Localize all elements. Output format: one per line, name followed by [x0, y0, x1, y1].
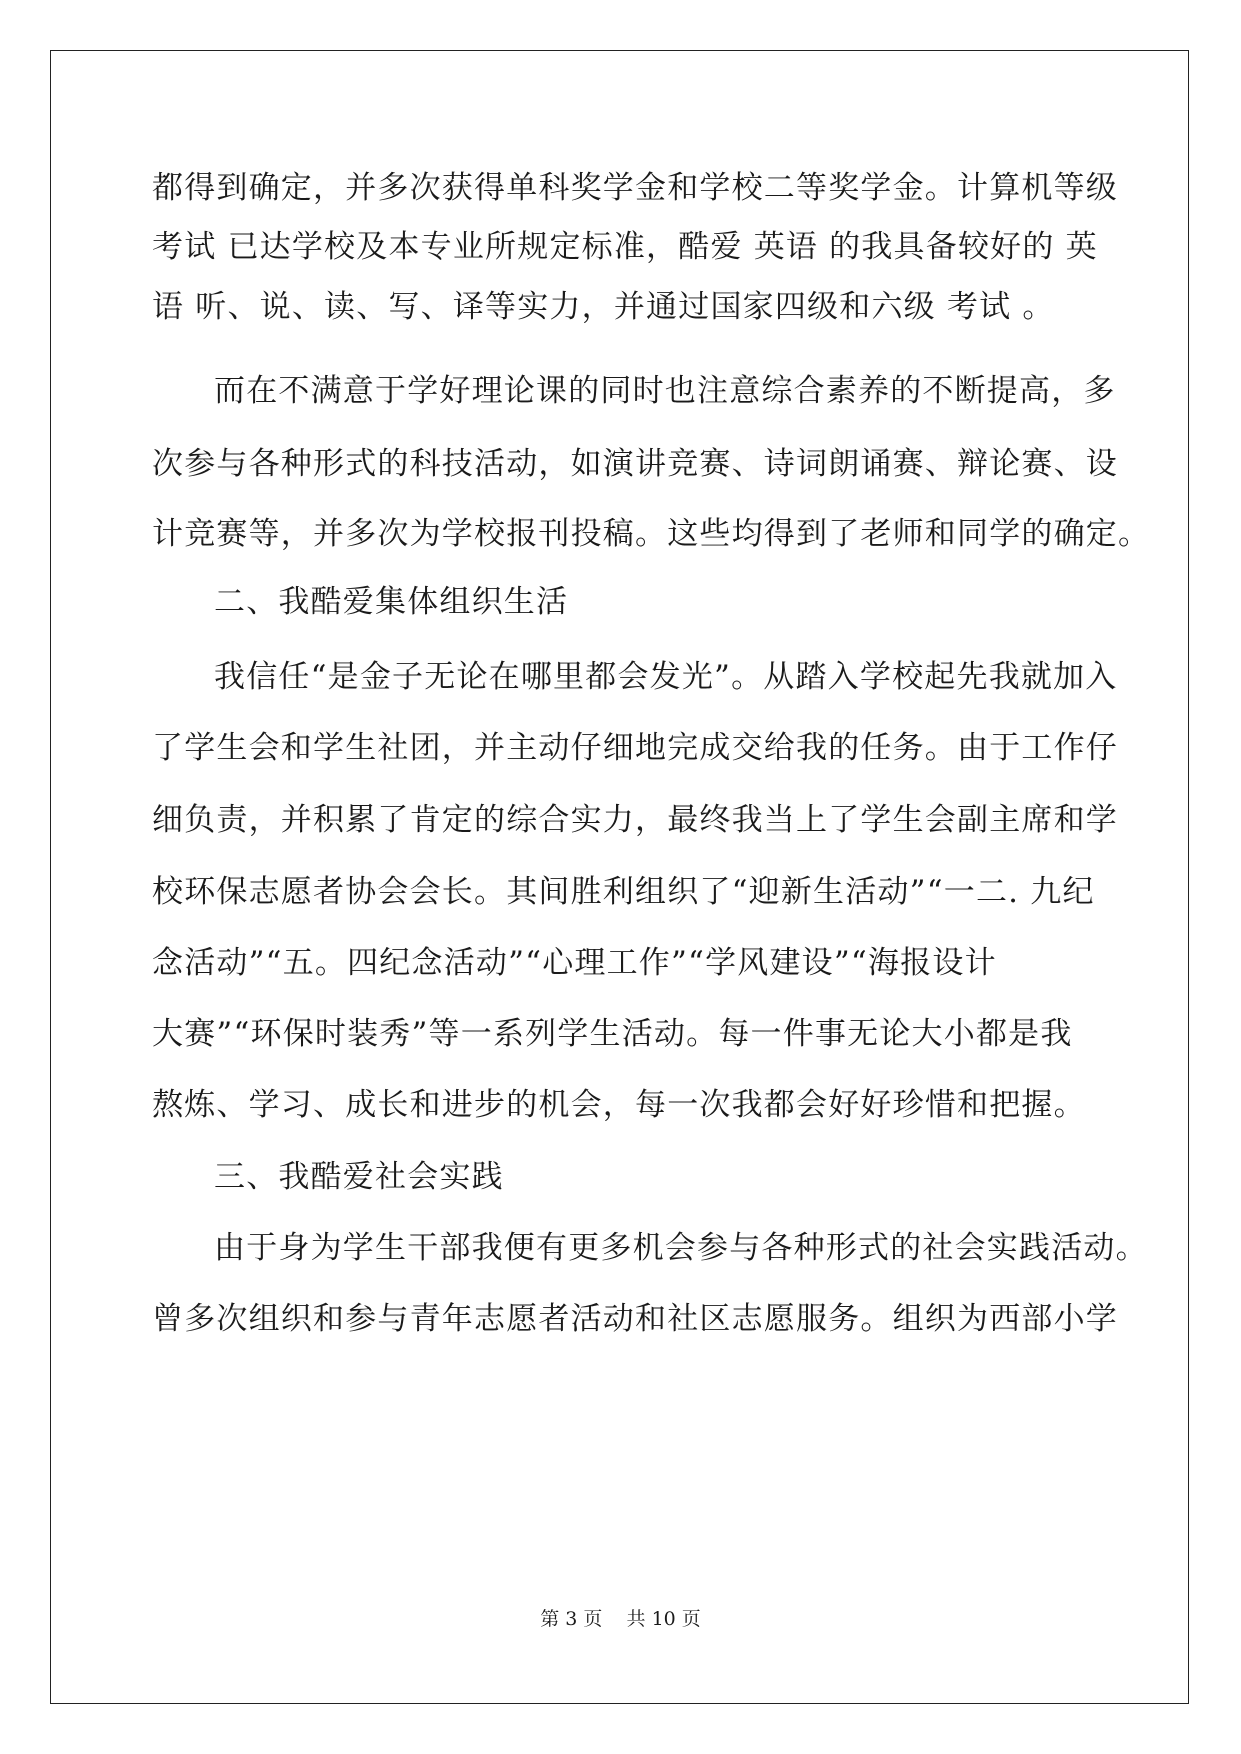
text-line: 熬炼、学习、成长和进步的机会，每一次我都会好好珍惜和把握。	[152, 1087, 1086, 1123]
paragraph-start-line: 我信任“是金子无论在哪里都会发光”。从踏入学校起先我就加入	[214, 659, 1118, 695]
section-heading: 三、我酷爱社会实践	[214, 1159, 504, 1195]
text-line: 校环保志愿者协会会长。其间胜利组织了“迎新生活动”“一二. 九纪	[152, 874, 1095, 910]
text-line: 念活动”“五。四纪念活动”“心理工作”“学风建设”“海报设计	[152, 945, 997, 981]
section-heading: 二、我酷爱集体组织生活	[214, 584, 569, 620]
paragraph-start-line: 而在不满意于学好理论课的同时也注意综合素养的不断提高，多	[214, 373, 1116, 409]
text-line: 都得到确定，并多次获得单科奖学金和学校二等奖学金。计算机等级	[152, 170, 1118, 206]
paragraph-start-line: 由于身为学生干部我便有更多机会参与各种形式的社会实践活动。	[214, 1230, 1148, 1266]
text-line: 了学生会和学生社团，并主动仔细地完成交给我的任务。由于工作仔	[152, 730, 1118, 766]
page-number-footer: 第 3 页 共 10 页	[540, 1608, 701, 1630]
text-line: 大赛”“环保时装秀”等一系列学生活动。每一件事无论大小都是我	[152, 1016, 1073, 1052]
text-line: 计竞赛等，并多次为学校报刊投稿。这些均得到了老师和同学的确定。	[152, 516, 1151, 552]
text-line: 次参与各种形式的科技活动，如演讲竞赛、诗词朗诵赛、辩论赛、设	[152, 446, 1118, 482]
text-line: 语 听、说、读、写、译等实力，并通过国家四级和六级 考试 。	[152, 289, 1055, 325]
text-line: 曾多次组织和参与青年志愿者活动和社区志愿服务。组织为西部小学	[152, 1301, 1118, 1337]
text-line: 考试 已达学校及本专业所规定标准，酷爱 英语 的我具备较好的 英	[152, 229, 1098, 265]
text-line: 细负责，并积累了肯定的综合实力，最终我当上了学生会副主席和学	[152, 802, 1118, 838]
